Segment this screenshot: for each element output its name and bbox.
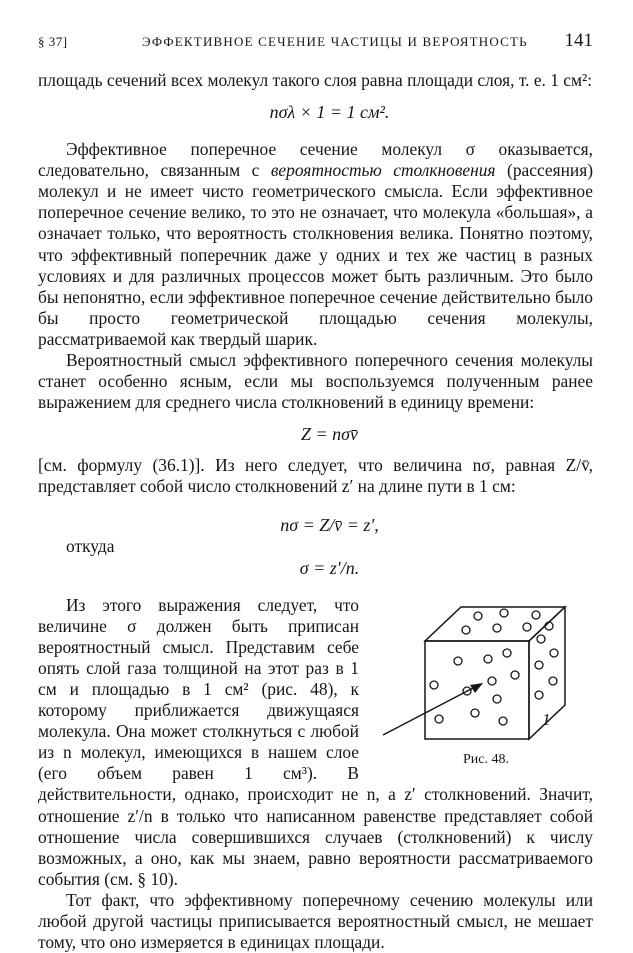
paragraph-area-units: Тот факт, что эффективному поперечному сечению молекулы или любой другой частицы приписывается вероятностный смысл, не мешает тому, что оно измеряется в единицах площади. — [38, 889, 593, 953]
page-body — [38, 70, 593, 953]
paragraph-formula-reference: [см. формулу (36.1)]. Из него следует, что величина nσ, равная Z/v̄, представляет собой число столкновений z′ на длине пути в 1 см: — [38, 455, 593, 497]
p1-text-b: (рассеяния) молекул и не имеет чисто геометрического смысла. Если эффективное поперечное сечение велико, то это не означает, что молекула «большая», а означает только, что вероятность столкновения велика. Понятно поэтому, что эффективный поперечник даже у одних и тех же частиц в разных условиях и для различных процессов может быть различным. Это было бы непонятно, если эффективное поперечное сечение действительно было бы просто геометрической площадью сечения молекулы, рассматриваемой как твердый шарик. — [38, 160, 594, 349]
formula-collisions-per-cm: nσ = Z/v̄ = z′, — [280, 514, 379, 535]
formula-sigma: σ = z′/n. — [299, 557, 360, 578]
paragraph-cross-section-meaning — [38, 139, 593, 350]
page-number: 141 — [564, 30, 593, 51]
paragraph-continued: площадь сечений всех молекул такого слоя равна площади слоя, т. е. 1 см²: — [38, 70, 593, 90]
word-otkuda: откуда — [66, 535, 115, 556]
formula-collision-rate: Z = nσv̄ — [300, 424, 359, 445]
section-ref: § 37] — [38, 34, 68, 49]
gas-cube-diagram — [379, 601, 589, 747]
figure-caption: Рис. 48. — [463, 751, 509, 767]
formula-layer-area: nσλ × 1 = 1 см². — [269, 102, 390, 123]
running-header — [38, 30, 593, 54]
p1-emphasis: вероятностью столкновения — [270, 160, 496, 181]
figure-48 — [379, 601, 593, 769]
p5-text: Из этого выражения следует, что величине σ должен быть приписан вероятностный смысл. Представим себе опять слой газа толщиной на этот раз в 1 см и площадью в 1 см² (рис. 48), к которому приближается движущаяся молекула. Она может столкнуться с любой из n молекул, имеющихся в нашем слое (его объем равен 1 см³). В действительности, однако, происходит не n, а z′ столкновений. Значит, отношение z′/n в только что написанном равенстве представляет собой отношение числа совершившихся случаев (столкновений) к числу возможных, а оно, как мы знаем, равно вероятности рассматриваемого события (см. § 10). — [38, 594, 593, 889]
paragraph-gas-layer — [38, 595, 593, 890]
paragraph-probabilistic-meaning: Вероятностный смысл эффективного поперечного сечения молекулы станет особенно ясным, если мы воспользуемся полученным ранее выражением для среднего числа столкновений в единицу времени: — [38, 350, 593, 413]
running-title: ЭФФЕКТИВНОЕ СЕЧЕНИЕ ЧАСТИЦЫ И ВЕРОЯТНОСТЬ — [142, 34, 528, 49]
figure-label: 1 — [542, 709, 551, 729]
p1-text-a: Эффективное поперечное сечение молекул σ оказывается, следовательно, связанным с — [38, 139, 593, 181]
